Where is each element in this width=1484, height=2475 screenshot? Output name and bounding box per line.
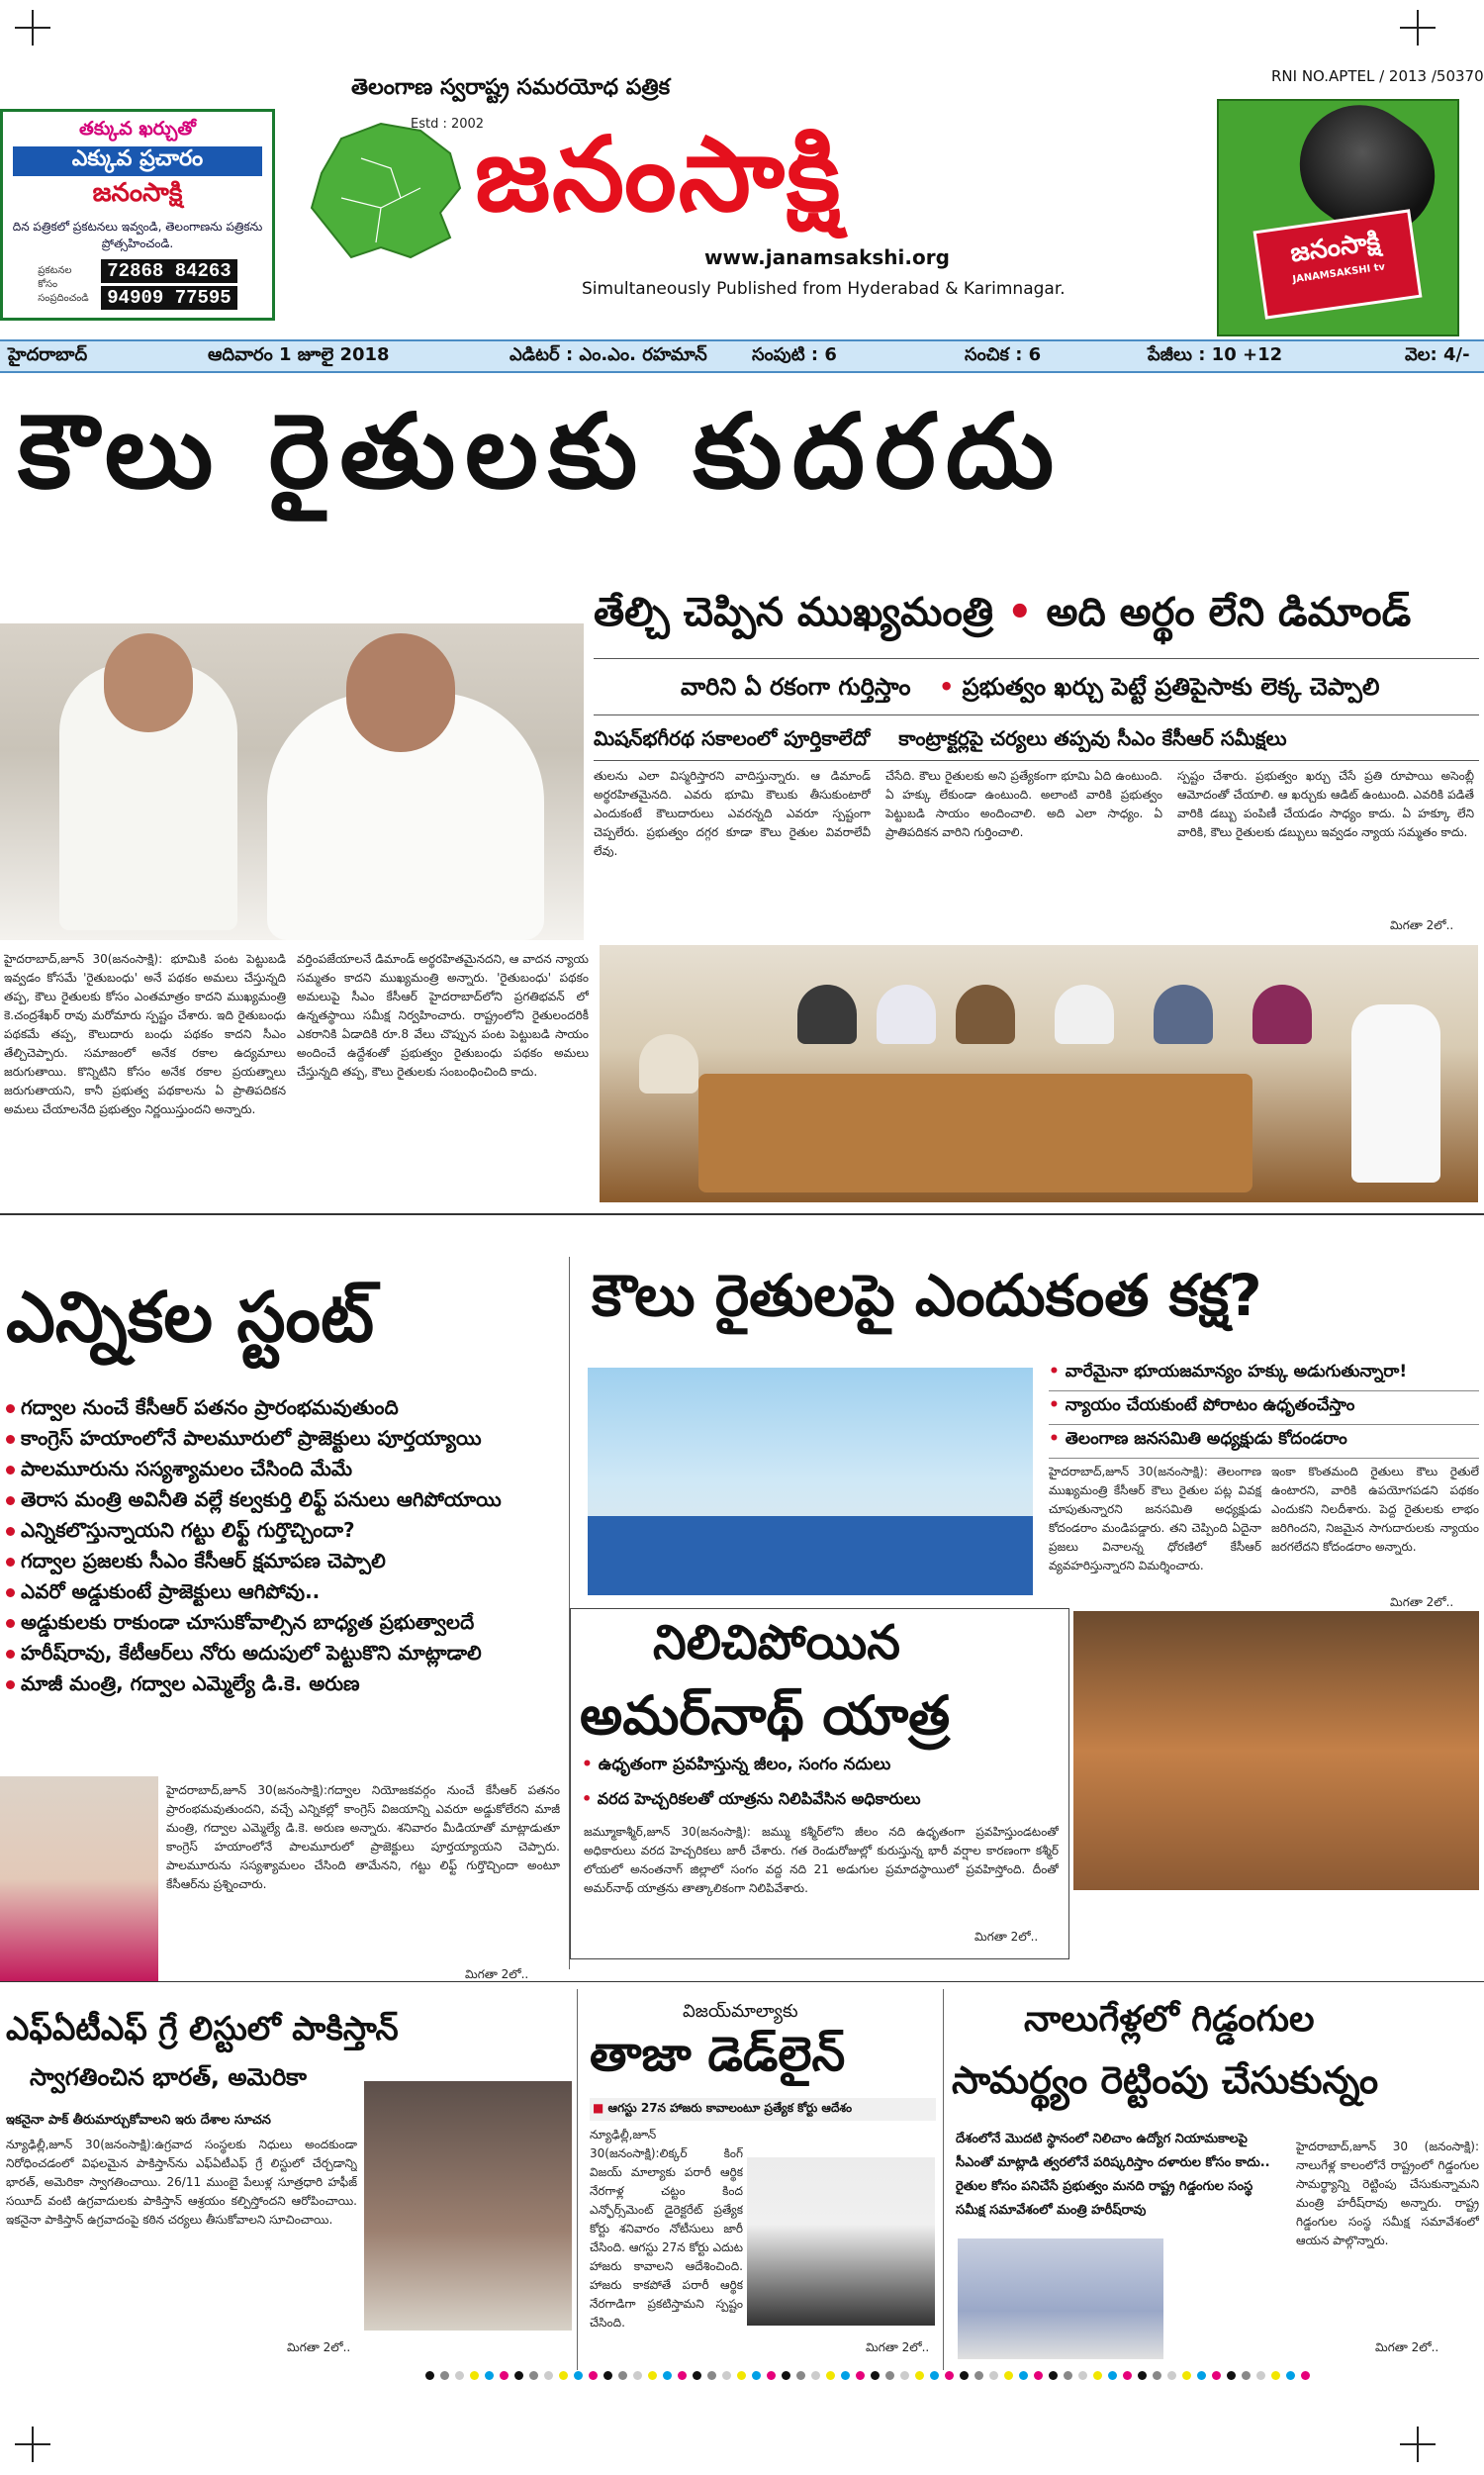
lead-subhead-1a: తేల్చి చెప్పిన ముఖ్యమంత్రి <box>594 590 994 635</box>
mallya-headline: తాజా డెడ్‌లైన్ <box>590 2027 846 2082</box>
warehouse-headline-2: సామర్థ్యం రెట్టింపు చేసుకున్నం <box>952 2058 1379 2102</box>
bullet-icon <box>6 1496 15 1505</box>
ad-phone-2: 94909 77595 <box>101 286 236 310</box>
bullet-icon <box>6 1558 15 1567</box>
bullet-item: అడ్డుకులకు రాకుండా చూసుకోవాల్సిన బాధ్యత ప్రభుత్వాలదే <box>6 1610 502 1641</box>
bullet-item: మాజీ మంత్రి, గద్వాల ఎమ్మెల్యే డి.కె. అరుణ <box>6 1671 502 1702</box>
bullet-icon: • <box>1049 1395 1066 1415</box>
lead-headline: కౌలు రైతులకు కుదరదు <box>18 391 1065 512</box>
section-divider <box>0 1213 1484 1215</box>
warehouse-headline-1: నాలుగేళ్లలో గిడ్డంగుల <box>1024 1999 1315 2040</box>
website-url[interactable]: www.janamsakshi.org <box>704 245 950 269</box>
lead-subhead-1b: అది అర్థం లేని డిమాండ్ <box>1046 590 1412 635</box>
election-stunt-headline: ఎన్నికల స్టంట్ <box>6 1277 374 1358</box>
meeting-photo <box>600 945 1478 1202</box>
crop-mark-bottom-right <box>1400 2427 1436 2462</box>
divider <box>594 714 1479 715</box>
ad-phones <box>3 259 272 310</box>
hafiz-saeed-photo <box>364 2081 572 2331</box>
bullet-item: కాంగ్రెస్ హయాంలోనే పాలమూరులో ప్రాజెక్టులు పూర్తయ్యాయి <box>6 1426 502 1457</box>
lead-subhead-2 <box>681 673 1379 707</box>
lead-body-col2: వర్తింపజేయాలనే డిమాండ్ అర్థరహితమైనదని, ఆ వాదన న్యాయ సమ్మతం కాదని ముఖ్యమంత్రి అన్నారు. 'రైతుబంధు' పథకం అమలుపై సీఎం కేసీఆర్ హైదరాబాద్‌లోని ప్రగతిభవన్ లో ఉన్నతస్థాయి సమీక్ష నిర్వహించారు. రాష్ట్రంలోని రైతులందరికీ ఎకరానికి ఏడాదికి రూ.8 వేలు చొప్పున పంట పెట్టుబడి సాయం అందించే ఉద్దేశంతో ప్రభుత్వం రైతుబంధు పథకం అమలు చేస్తున్నది తప్ప, కౌలు రైతులకు సంబంధించింది కాదు. <box>297 952 589 1079</box>
dateline-pages: పేజీలు : 10 +12 <box>1148 343 1283 365</box>
lead-body-col1: హైదరాబాద్,జూన్ 30(జనంసాక్షి): భూమికి పంట పెట్టుబడి ఇవ్వడం కోసమే 'రైతుబంధు' అనే పథకం అమలు చేస్తున్నది తప్ప, కౌలు రైతులకు కోసం ఎంతమాత్రం కాదని ముఖ్యమంత్రి కె.చంద్రశేఖర్ రావు మరోమారు స్పష్టం చేశారు. ఇది రైతుబంధు పథకమే తప్ప, కౌలుదారు బంధు పథకం కాదని సీఎం తేల్చిచెప్పారు. సమాజంలో అనేక రకాల ఉద్యమాలు జరుగుతాయి. కొన్నిటిని కోసం అనేక రకాల ప్రయత్నాలు జరుగుతాయని, కానీ ప్రభుత్వ పథకాలను ఏ ప్రాతిపదికన అమలు చేయాలనేది ప్రభుత్వం నిర్ణయిస్తుందని అన్నారు. <box>4 952 286 1116</box>
bullet-icon <box>6 1527 15 1536</box>
bullet-icon <box>6 1619 15 1628</box>
amarnath-headline-1: నిలిచిపోయిన <box>653 1615 900 1670</box>
bullet-item: ఎన్నికలొస్తున్నాయని గట్టు లిఫ్ట్ గుర్తొచ్చిందా? <box>6 1518 502 1549</box>
column-divider <box>577 1989 578 2370</box>
continued-note: మిగతా 2లో.. <box>287 2340 351 2354</box>
bullet-icon <box>6 1466 15 1475</box>
warehouse-body: హైదరాబాద్,జూన్ 30 (జనంసాక్షి): నాలుగేళ్ల కాలంలోనే రాష్ట్రంలో గిడ్డంగుల సామర్థ్యాన్ని రెట్టింపు చేసుకున్నామని మంత్రి హరీష్‌రావు అన్నారు. రాష్ట్ర గిడ్డంగుల సంస్థ సమీక్ష సమావేశంలో ఆయన పాల్గొన్నారు. <box>1296 2140 1479 2247</box>
bullet-item: • న్యాయం చేయకుంటే పోరాటం ఉధృతంచేస్తాం <box>1049 1391 1479 1425</box>
ad-brand: జనంసాక్షి <box>92 178 183 208</box>
dateline-price: వెల: 4/- <box>1405 343 1470 365</box>
date-bar <box>0 339 1484 373</box>
dateline-volume: సంపుటి : 6 <box>752 343 837 365</box>
ad-line-2: ఎక్కువ ప్రచారం <box>13 146 262 176</box>
fatf-kicker: ఇకనైనా పాక్ తీరుమార్చుకోవాలని ఇరు దేశాల సూచన <box>6 2113 271 2128</box>
continued-note: మిగతా 2లో.. <box>974 1930 1039 1944</box>
continued-note: మిగతా 2లో.. <box>1390 1595 1454 1609</box>
bullet-icon <box>6 1435 15 1444</box>
bullet-icon <box>6 1588 15 1597</box>
lead-subhead-3b: కాంట్రాక్టర్లపై చర్యలు తప్పవు సీఎం కేసీఆర్ సమీక్షలు <box>898 726 1287 750</box>
lead-subhead-3 <box>594 726 1287 755</box>
bullet-item: గద్వాల నుంచే కేసీఆర్ పతనం ప్రారంభమవుతుంది <box>6 1395 502 1426</box>
bullet-icon: • <box>1007 590 1033 635</box>
tenant-farmers-body-1: హైదరాబాద్,జూన్ 30(జనంసాక్షి): తెలంగాణ ముఖ్యమంత్రి కేసీఆర్ కౌలు రైతుల పట్ల వివక్ష చూపుతున్నారని జనసమితి అధ్యక్షుడు కోదండరాం మండిపడ్డారు. తని చెప్పింది ఏదైనా ప్రజలు వినాలన్న ధోరణిలో కేసీఆర్ వ్యవహరిస్తున్నారని విమర్శించారు. <box>1049 1465 1261 1572</box>
bullet-item: తెరాస మంత్రి అవినీతి వల్లే కల్వకుర్తి లిఫ్ట్ పనులు ఆగిపోయాయి <box>6 1487 502 1518</box>
section-divider <box>0 1981 1484 1982</box>
lead-subhead-3a: మిషన్‌భగీరథ సకాలంలో పూర్తికాలేదో <box>594 726 871 750</box>
tenant-farmers-bullets <box>1049 1358 1479 1459</box>
bullet-item: హరీష్‌రావు, కేటీఆర్‌లు నోరు అదుపులో పెట్టుకొని మాట్లాడాలి <box>6 1641 502 1671</box>
newspaper-logo: జనంసాక్షి <box>475 114 843 235</box>
telangana-map-icon <box>302 119 470 267</box>
bullet-icon <box>6 1680 15 1689</box>
lead-subhead-2b: ప్రభుత్వం ఖర్చు పెట్టే ప్రతిపైసాకు లెక్క చెప్పాలి <box>962 673 1380 701</box>
bullet-icon: • <box>938 673 955 701</box>
crop-mark-bottom-left <box>15 2427 50 2462</box>
bullet-icon: • <box>582 1755 599 1774</box>
bullet-item: గద్వాల ప్రజలకు సీఎం కేసీఆర్ క్షమాపణ చెప్పాలి <box>6 1549 502 1579</box>
rni-number: RNI NO.APTEL / 2013 /50370 <box>1271 67 1484 85</box>
tv-logo <box>1253 209 1423 319</box>
warehouse-subhead: దేశంలోనే మొదటి స్థానంలో నిలిచాం ఉద్యోగ నియామకాలపై సీఎంతో మాట్లాడి త్వరలోనే పరిష్కరిస్తాం దళారుల కోసం కాదు.. రైతుల కోసం పనిచేసే ప్రభుత్వం మనది రాష్ట్ర గిడ్డంగుల సంస్థ సమీక్ష సమావేశంలో మంత్రి హరీష్‌రావు <box>956 2132 1270 2218</box>
dateline-issue: సంచిక : 6 <box>965 343 1042 365</box>
election-stunt-bullets <box>6 1395 502 1702</box>
advertisement-box <box>0 109 275 321</box>
tenant-farmers-body-3: ఇంకా కొంతమంది రైతులు కౌలు రైతులే ఉంటారని, వారికి ఉపయోగపడని పథకం ఎందుకని నిలదీశారు. పెద్ద రైతులకు లాభం జరిగిందని, నిజమైన సాగుదారులకు న్యాయం జరగలేదని కోదండరాం అన్నారు. <box>1271 1465 1479 1554</box>
lead-body-col3: తులను ఎలా విస్మరిస్తారని వాదిస్తున్నారు. ఆ డిమాండ్ అర్థరహితమైనది. ఎవరు భూమి కౌలుకు తీసుకుంటారో ఎందుకంటే కౌలుదారులు ఎవరన్నది ఎవరూ స్పష్టంగా చెప్పలేరు. ప్రభుత్వం దగ్గర కూడా కౌలు రైతుల వివరాలేవీ లేవు. <box>594 769 871 858</box>
lead-body-col4: చేసేది. కౌలు రైతులకు అని ప్రత్యేకంగా భూమి ఏది ఉంటుంది. ఏ హక్కు లేకుండా ఉంటుంది. అలాంటి వారికి ప్రభుత్వం పెట్టుబడి సాయం అందించాలి. అది ఎలా సాధ్యం. ఏ ప్రాతిపదికన వారిని గుర్తించాలి. <box>885 769 1162 839</box>
tenant-farmers-headline: కౌలు రైతులపై ఎందుకంత కక్ష? <box>592 1262 1262 1329</box>
dateline-city: హైదరాబాద్ <box>8 343 88 365</box>
cm-photo <box>0 623 584 940</box>
continued-note: మిగతా 2లో.. <box>465 1967 529 1981</box>
divider <box>594 760 1479 761</box>
bullet-icon: • <box>582 1789 598 1808</box>
bullet-icon <box>6 1404 15 1413</box>
column-divider <box>943 1989 944 2370</box>
ad-phone-1: 72868 84263 <box>101 259 236 283</box>
established-year: Estd : 2002 <box>411 117 485 132</box>
masthead-tagline: తెలంగాణ స్వరాష్ట్ర సమరయోధ పత్రిక <box>351 75 671 100</box>
mallya-subhead: ■ ఆగస్టు 27న హాజరు కావాలంటూ ప్రత్యేక కోర్టు ఆదేశం <box>590 2098 936 2121</box>
fatf-subhead: స్వాగతించిన భారత్, అమెరికా <box>30 2063 307 2091</box>
lead-subhead-1 <box>594 590 1411 645</box>
harish-rao-photo <box>958 2238 1163 2359</box>
amarnath-body: జమ్మూకాశ్మీర్,జూన్ 30(జనంసాక్షి): జమ్ము కశ్మీర్‌లోని జీలం నది ఉధృతంగా ప్రవహిస్తుండటంతో అధికారులు వరద హెచ్చరికలు జారీ చేశారు. గత రెండురోజుల్లో కురుస్తున్న భారీ వర్షాల కారణంగా కశ్మీర్ లోయలో అనంతనాగ్ జిల్లాలో సంగం వద్ద నది 21 అడుగుల ప్రమాదస్థాయిలో ప్రవహిస్తోంది. దీంతో అమర్‌నాథ్ యాత్రను తాత్కాలికంగా నిలిపివేశారు. <box>584 1825 1059 1895</box>
continued-note: మిగతా 2లో.. <box>1390 918 1454 932</box>
amarnath-headline-2: అమర్‌నాథ్ యాత్ర <box>580 1684 951 1747</box>
amarnath-pilgrims-photo <box>1073 1611 1479 1890</box>
continued-note: మిగతా 2లో.. <box>1375 2340 1439 2354</box>
vijay-mallya-photo <box>747 2157 935 2326</box>
bullet-icon <box>6 1650 15 1659</box>
dk-aruna-photo <box>0 1776 158 1982</box>
bullet-icon: • <box>1049 1429 1066 1449</box>
continued-note: మిగతా 2లో.. <box>866 2340 930 2354</box>
fatf-headline: ఎఫ్ఏటీఎఫ్ గ్రే లిస్టులో పాకిస్తాన్ <box>6 2009 399 2047</box>
amarnath-subhead-1: • ఉధృతంగా ప్రవహిస్తున్న జీలం, సంగం నదులు <box>582 1755 891 1774</box>
mallya-kicker: విజయ్‌మాల్యాకు <box>683 2001 798 2022</box>
press-conference-photo <box>588 1368 1033 1595</box>
ad-phone-label: ప్రకటనల కోసం సంప్రదించండి <box>38 264 89 304</box>
ad-line-3: దిన పత్రికలో ప్రకటనలు ఇవ్వండి, తెలంగాణను పత్రికను ప్రోత్సహించండి. <box>12 220 263 250</box>
color-registration-bar <box>425 2371 1310 2380</box>
election-stunt-body: హైదరాబాద్,జూన్ 30(జనంసాక్షి):గద్వాల నియోజకవర్గం నుంచే కేసీఆర్ పతనం ప్రారంభమవుతుందని, వచ్చే ఎన్నికల్లో కాంగ్రెస్ విజయాన్ని ఎవరూ అడ్డుకోలేరని మాజీ మంత్రి, గద్వాల ఎమ్మెల్యే డి.కె. అరుణ అన్నారు. శనివారం మీడియాతో మాట్లాడుతూ కాంగ్రెస్ హయాంలోనే పాలమూరులో ప్రాజెక్టులు పూర్తయ్యాయని చెప్పారు. పాలమూరును సస్యశ్యామలం చేసింది తామేనని, గట్టు లిఫ్ట్ గుర్తొచ్చిందా అంటూ కేసీఆర్‌ను ప్రశ్నించారు. <box>166 1783 560 1891</box>
publication-cities: Simultaneously Published from Hyderabad & Karimnagar. <box>582 279 1066 299</box>
bullet-icon: • <box>1049 1362 1066 1381</box>
divider <box>594 658 1479 659</box>
amarnath-subhead-2: • వరద హెచ్చరికలతో యాత్రను నిలిపివేసిన అధికారులు <box>582 1789 921 1808</box>
ad-line-1: తక్కువ ఖర్చుతో <box>79 118 196 140</box>
crop-mark-top-left <box>15 10 50 46</box>
lead-body-col5: స్పష్టం చేశారు. ప్రభుత్వం ఖర్చు చేసే ప్రతి రూపాయి అసెంబ్లీ ఆమోదంతో చేయాలి. ఆ ఖర్చుకు ఆడిట్ ఉంటుంది. ఎవరికి పడితే వారికి డబ్బు పంపిణీ చేయడం సాధ్యం కాదు. ఏ హక్కూ లేని వారికి, కౌలు రైతులకు డబ్బులు ఇవ్వడం న్యాయ సమ్మతం కాదు. <box>1177 769 1474 839</box>
bullet-item: ఎవరో అడ్డుకుంటే ప్రాజెక్టులు ఆగిపోవు.. <box>6 1579 502 1610</box>
bullet-icon: ■ <box>593 2101 608 2115</box>
bullet-item: పాలమూరును సస్యశ్యామలం చేసింది మేమే <box>6 1457 502 1487</box>
lead-subhead-2a: వారిని ఏ రకంగా గుర్తిస్తాం <box>681 673 911 701</box>
bullet-item: • వారేమైనా భూయజమాన్యం హక్కు అడుగుతున్నారా! <box>1049 1358 1479 1391</box>
tv-advertisement <box>1217 99 1459 336</box>
bullet-item: • తెలంగాణ జనసమితి అధ్యక్షుడు కోదండరాం <box>1049 1425 1479 1459</box>
tv-logo-sub: JANAMSAKSHI tv <box>1291 261 1386 286</box>
mallya-body: న్యూఢిల్లీ,జూన్ 30(జనంసాక్షి):లిక్కర్ కింగ్ విజయ్ మాల్యాకు పరారీ ఆర్థిక నేరగాళ్ల చట్టం కింద ఎన్ఫోర్స్‌మెంట్ డైరెక్టరేట్ ప్రత్యేక కోర్టు శనివారం నోటీసులు జారీ చేసింది. ఆగస్టు 27న కోర్టు ఎదుట హాజరు కావాలని ఆదేశించింది. హాజరు కాకపోతే పరారీ ఆర్థిక నేరగాడిగా ప్రకటిస్తామని స్పష్టం చేసింది. <box>590 2128 743 2330</box>
tv-logo-name: జనంసాక్షి <box>1288 226 1382 269</box>
dateline-editor: ఎడిటర్ : ఎం.ఎం. రహమాన్ <box>510 343 707 365</box>
crop-mark-top-right <box>1400 10 1436 46</box>
fatf-body: న్యూఢిల్లీ,జూన్ 30(జనంసాక్షి):ఉగ్రవాద సంస్థలకు నిధులు అందకుండా నిరోధించడంలో విఫలమైన పాకిస్తాన్‌ను ఎఫ్ఏటీఎఫ్ గ్రే లిస్టులో చేర్చడాన్ని భారత్, అమెరికా స్వాగతించాయి. 26/11 ముంబై పేలుళ్ల సూత్రధారి హఫీజ్ సయీద్ వంటి ఉగ్రవాదులకు పాకిస్తాన్ ఆశ్రయం కల్పిస్తోందని ఆరోపించాయి. ఇకనైనా పాకిస్తాన్ ఉగ్రవాదంపై కఠిన చర్యలు తీసుకోవాలని సూచించాయి. <box>6 2138 357 2227</box>
dateline-date: ఆదివారం 1 జూలై 2018 <box>208 343 390 365</box>
